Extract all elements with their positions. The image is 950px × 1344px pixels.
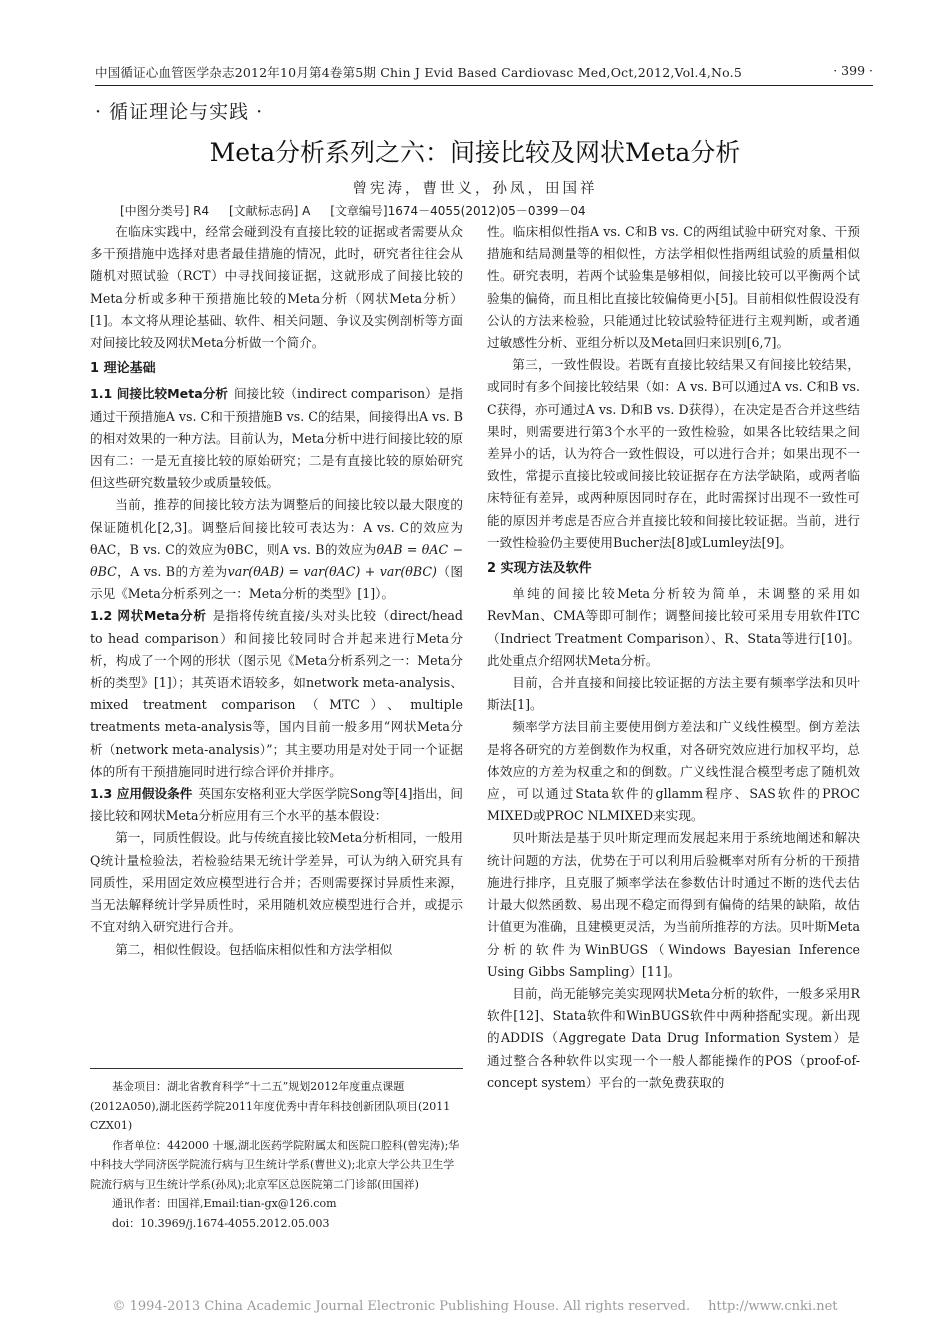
- consistency-paragraph: 第三，一致性假设。若既有直接比较结果又有间接比较结果，或同时有多个间接比较结果（如：A vs. B可以通过A vs. C和B vs. C获得，亦可通过A vs. D和B vs. D获得），在决定是否合并这些结果时，则需要进行第3个水平的一致性检验，如果各比较结果之间差异小的话，认为符合一致性假设，可以进行合并；如果出现不一致性，常提示直接比较或间接比较证据存在方法学缺陷，或两者临床特征有差异，或两种原因同时存在，此时需探讨出现不一致性可能的原因并考虑是否应合并直接比较和间接比较证据。当前，进行一致性检验仍主要使用Bucher法[8]或Lumley法[9]。: [487, 357, 860, 550]
- bayesian-paragraph: 贝叶斯法是基于贝叶斯定理而发展起来用于系统地阐述和解决统计问题的方法，优势在于可以利用后验概率对所有分析的干预措施进行排序，且克服了频率学法在参数估计时通过不断的迭代去估计最大似然函数、易出现不稳定而得到有偏倚的结果的缺陷，故估计值更为准确，且建模更灵活，为当前所推荐的方法。贝叶斯Meta分析的软件为WinBUGS（Windows Bayesian Inference Using Gibbs Sampling）[11]。: [487, 830, 860, 979]
- section-tag: · 循证理论与实践 ·: [95, 101, 264, 123]
- article-title: Meta分析系列之六：间接比较及网状Meta分析: [209, 138, 741, 167]
- software-paragraph: 目前，尚无能够完美实现网状Meta分析的软件，一般多采用R软件[12]、Stata软件和WinBUGS软件中两种搭配实现。新出现的ADDIS（Aggregate Data Drug Information System）是通过整合各种软件以实现一个一般人都能操作的POS（proof-of-concept system）平台的一款免费获取的: [487, 985, 860, 1090]
- subsection-body: 间接比较（indirect comparison）是指通过干预措施A vs. C和干预措施B vs. C的结果，间接得出A vs. B的相对效果的一种方法。目前认为，Meta分析中进行间接比较的原因有二：一是无直接比较的原始研究；二是有直接比较的原始研究但这些研究数量较少或质量较低。: [90, 386, 463, 491]
- subsection-heading: 1.1 间接比较Meta分析: [90, 386, 228, 402]
- subsection-heading: 1.2 网状Meta分析: [90, 608, 207, 624]
- subsection-body: 是指将传统直接/头对头比较（direct/head to head comparison）和间接比较同时合并起来进行Meta分析，构成了一个网的形状（图示见《Meta分析系列之一：Meta分析的类型》[1]）；其英语术语较多，如network meta-analysis、mixed treatment comparison（MTC）、multiple treatments meta-analysis等，国内目前一般多用“网状Meta分析（network meta-analysis）”；其主要功用是对处于同一个证据体的所有干预措施同时进行综合评价并排序。: [90, 608, 463, 779]
- article-metadata: [120, 202, 602, 219]
- cnki-link[interactable]: http://www.cnki.net: [708, 1299, 838, 1314]
- affiliation-note: 作者单位：442000 十堰,湖北医药学院附属太和医院口腔科(曾宪涛);华中科技大学同济医学院流行病与卫生统计学系(曹世义);北京大学公共卫生学院流行病与卫生统计学系(孙凤);北京军区总医院第二门诊部(田国祥): [90, 1138, 460, 1191]
- formula-variance: var(θAB) = var(θAC) + var(θBC): [227, 564, 437, 580]
- copyright-footer: [0, 1299, 950, 1314]
- clc-number: [中图分类号] R4: [120, 204, 210, 218]
- text-run: （图示见《Meta分析系列之一：Meta分析的类型》[1]）。: [90, 564, 464, 602]
- simple-method-paragraph: 单纯的间接比较Meta分析较为简单，未调整的采用如RevMan、CMA等即可制作；调整间接比较可采用专用软件ITC（Indriect Treatment Comparison）、R、Stata等进行[10]。此处重点介绍网状Meta分析。: [487, 586, 860, 668]
- section-heading-1: 1 理论基础: [90, 361, 156, 377]
- section-heading-2: 2 实现方法及软件: [487, 561, 592, 577]
- formula-effect: θAB = θAC − θBC: [90, 541, 463, 580]
- left-column: [90, 221, 463, 961]
- intro-paragraph: 在临床实践中，经常会碰到没有直接比较的证据或者需要从众多干预措施中选择对患者最佳措施的情况，此时，研究者往往会从随机对照试验（RCT）中寻找间接证据，这就形成了间接比较的Meta分析或多种干预措施比较的Meta分析（网状Meta分析）[1]。本文将从理论基础、软件、相关问题、争议及实例剖析等方面对间接比较及网状Meta分析做一个简介。: [90, 224, 463, 351]
- subsection-1-3: [90, 783, 463, 827]
- subsection-1-1: [90, 383, 463, 494]
- paragraph-adjusted-comparison: [90, 494, 463, 605]
- correspondence-note: 通讯作者：田国祥,Email:tian-gx@126.com: [112, 1197, 337, 1210]
- text-run: ，A vs. B的方差为: [116, 564, 228, 580]
- journal-citation: 中国循证心血管医学杂志2012年10月第4卷第5期 Chin J Evid Based Cardiovasc Med,Oct,2012,Vol.4,No.5: [95, 65, 742, 80]
- text-run: 当前，推荐的间接比较方法为调整后的间接比较以最大限度的保证随机化[2,3]。调整后间接比较可表达为：A vs. C的效应为θAC，B vs. C的效应为θBC，则A vs. B的效应为: [90, 497, 463, 557]
- frequentist-paragraph: 频率学方法目前主要使用倒方差法和广义线性模型。倒方差法是将各研究的方差倒数作为权重，对各研究效应进行加权平均，总体效应的方差为权重之和的倒数。广义线性混合模型考虑了随机效应，可以通过Stata软件的gllamm程序、SAS软件的PROC MIXED或PROC NLMIXED来实现。: [487, 719, 860, 824]
- subsection-heading: 1.3 应用假设条件: [90, 786, 193, 802]
- right-column: [487, 221, 860, 1094]
- subsection-1-2: [90, 605, 463, 783]
- methods-overview-paragraph: 目前，合并直接和间接比较证据的方法主要有频率学法和贝叶斯法[1]。: [487, 675, 860, 713]
- subsection-body: 英国东安格利亚大学医学院Song等[4]指出，间接比较和网状Meta分析应用有三个水平的基本假设：: [90, 786, 463, 824]
- doi-note: doi：10.3969/j.1674-4055.2012.05.003: [112, 1216, 330, 1230]
- document-code: [文献标志码] A: [228, 204, 311, 218]
- homogeneity-paragraph: 第一，同质性假设。此与传统直接比较Meta分析相同，一般用Q统计量检验法，若检验结果无统计学差异，可认为纳入研究具有同质性，采用固定效应模型进行合并；否则需要探讨异质性来源，当无法解释统计学异质性时，采用随机效应模型进行合并，或提示不宜对纳入研究进行合并。: [90, 830, 463, 935]
- author-list: 曾宪涛，曹世义，孙凤，田国祥: [352, 181, 598, 197]
- running-header: [95, 63, 873, 86]
- article-number: [文章编号]1674－4055(2012)05－0399－04: [330, 204, 586, 218]
- copyright-text: © 1994-2013 China Academic Journal Electronic Publishing House. All rights reserved.: [112, 1299, 691, 1314]
- page-number: · 399 ·: [833, 63, 873, 78]
- similarity-paragraph: 第二，相似性假设。包括临床相似性和方法学相似: [115, 941, 393, 957]
- similarity-continued: 性。临床相似性指A vs. C和B vs. C的两组试验中研究对象、干预措施和结局测量等的相似性，方法学相似性指两组试验的质量相似性。研究表明，若两个试验集是够相似，间接比较可以平衡两个试验集的偏倚，而且相比直接比较偏倚更小[5]。目前相似性假设没有公认的方法来检验，只能通过比较试验特征进行主观判断，或者通过敏感性分析、亚组分析以及Meta回归来识别[6,7]。: [487, 224, 860, 351]
- footnotes: [90, 1068, 463, 1233]
- fund-note: 基金项目：湖北省教育科学“十二五”规划2012年度重点课题(2012A050),湖北医药学院2011年度优秀中青年科技创新团队项目(2011 CZX01): [90, 1080, 451, 1132]
